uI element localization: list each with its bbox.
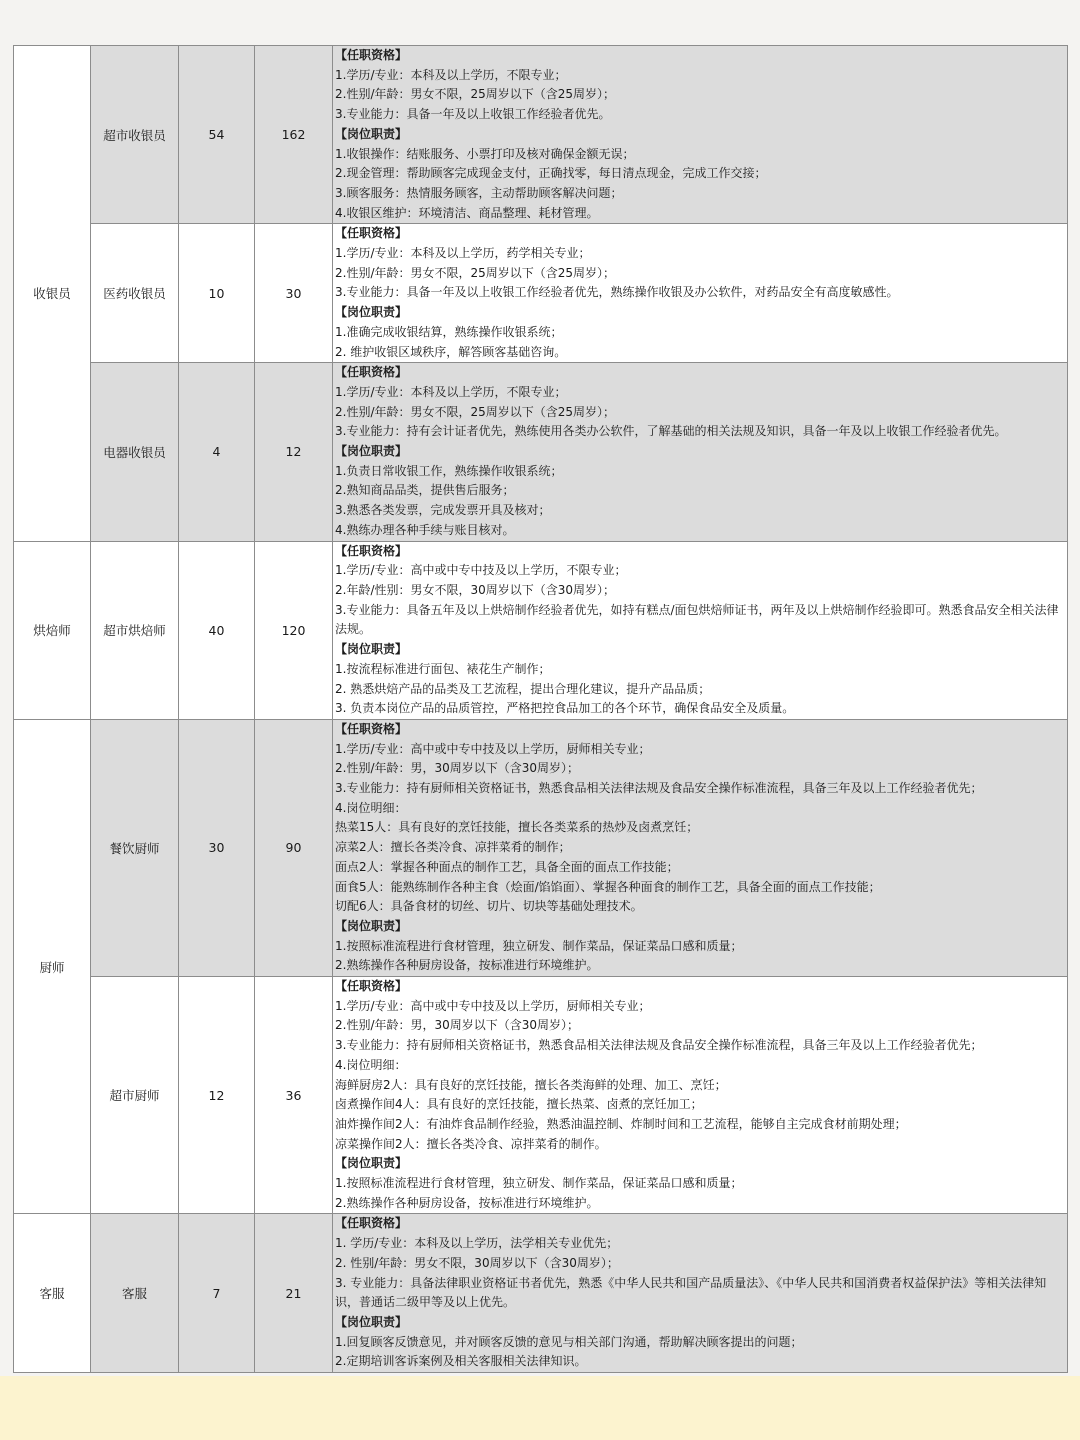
applicants-cell: 36 (255, 977, 333, 1214)
requirements-cell (333, 363, 1068, 541)
requirement-line: 3.专业能力：持有厨师相关资格证书，熟悉食品相关法律法规及食品安全操作标准流程，具备三年及以上工作经验者优先； (335, 1038, 983, 1053)
requirement-line: 2. 性别/年龄：男女不限，30周岁以下（含30周岁）； (335, 1255, 619, 1270)
position-cell: 客服 (91, 1214, 179, 1373)
requirement-line: 3.顾客服务：热情服务顾客，主动帮助顾客解决问题； (335, 185, 623, 200)
requirement-line: 3.专业能力：持有厨师相关资格证书，熟悉食品相关法律法规及食品安全操作标准流程，具备三年及以上工作经验者优先； (335, 781, 983, 796)
section-heading: 【任职资格】 (335, 721, 408, 736)
applicants-cell: 21 (255, 1214, 333, 1373)
requirement-line: 3.专业能力：具备五年及以上烘焙制作经验者优先，如持有糕点/面包烘焙师证书，两年及以上烘焙制作经验即可。熟悉食品安全相关法律法规。 (335, 602, 1059, 637)
count-cell: 10 (179, 224, 255, 363)
position-cell: 超市收银员 (91, 46, 179, 224)
requirement-line: 2.现金管理：帮助顾客完成现金支付，正确找零，每日清点现金，完成工作交接； (335, 166, 767, 181)
section-heading: 【任职资格】 (335, 1216, 408, 1231)
position-cell: 医药收银员 (91, 224, 179, 363)
requirement-line: 1.学历/专业：高中或中专中技及以上学历，厨师相关专业； (335, 741, 651, 756)
requirement-line: 1.准确完成收银结算，熟练操作收银系统； (335, 324, 563, 339)
count-cell: 40 (179, 541, 255, 719)
table-row (14, 1214, 1068, 1373)
requirement-line: 2.熟知商品品类，提供售后服务； (335, 483, 515, 498)
requirement-line: 2. 熟悉烘焙产品的品类及工艺流程，提出合理化建议，提升产品品质； (335, 681, 711, 696)
requirement-line: 4.岗位明细： (335, 1057, 407, 1072)
footer-band (0, 1376, 1080, 1440)
requirement-line: 3. 负责本岗位产品的品质管控，严格把控食品加工的各个环节，确保食品安全及质量。 (335, 701, 795, 716)
requirement-line: 4.收银区维护：环境清洁、商品整理、耗材管理。 (335, 205, 599, 220)
applicants-cell: 162 (255, 46, 333, 224)
requirement-line: 4.熟练办理各种手续与账目核对。 (335, 522, 515, 537)
section-heading: 【岗位职责】 (335, 444, 408, 459)
requirement-line: 1.学历/专业：本科及以上学历，不限专业； (335, 67, 567, 82)
table-row (14, 719, 1068, 976)
applicants-cell: 30 (255, 224, 333, 363)
requirement-line: 面食5人：能熟练制作各种主食（烩面/馅馅面）、掌握各种面食的制作工艺，具备全面的面点工作技能； (335, 879, 881, 894)
requirements-cell (333, 977, 1068, 1214)
table-row (14, 977, 1068, 1214)
count-cell: 4 (179, 363, 255, 541)
recruitment-table (13, 45, 1068, 1373)
requirement-line: 4.岗位明细： (335, 800, 407, 815)
count-cell: 54 (179, 46, 255, 224)
requirement-line: 3.专业能力：持有会计证者优先，熟练使用各类办公软件，了解基础的相关法规及知识，具备一年及以上收银工作经验者优先。 (335, 424, 1007, 439)
section-heading: 【岗位职责】 (335, 918, 408, 933)
table-row (14, 363, 1068, 541)
requirements-cell (333, 541, 1068, 719)
requirement-line: 1.学历/专业：高中或中专中技及以上学历，厨师相关专业； (335, 998, 651, 1013)
recruitment-table-sheet (13, 45, 1067, 1370)
position-cell: 超市烘焙师 (91, 541, 179, 719)
requirement-line: 热菜15人：具有良好的烹饪技能，擅长各类菜系的热炒及卤煮烹饪； (335, 820, 699, 835)
requirement-line: 凉菜操作间2人：擅长各类冷食、凉拌菜肴的制作。 (335, 1136, 607, 1151)
group-cell: 客服 (14, 1214, 91, 1373)
table-row (14, 46, 1068, 224)
requirements-cell (333, 1214, 1068, 1373)
section-heading: 【岗位职责】 (335, 1156, 408, 1171)
requirement-line: 1.学历/专业：本科及以上学历，药学相关专业； (335, 246, 591, 261)
section-heading: 【任职资格】 (335, 543, 408, 558)
requirement-line: 1.学历/专业：高中或中专中技及以上学历，不限专业； (335, 563, 627, 578)
requirement-line: 油炸操作间2人：有油炸食品制作经验，熟悉油温控制、炸制时间和工艺流程，能够自主完成食材前期处理； (335, 1116, 907, 1131)
section-heading: 【任职资格】 (335, 365, 408, 380)
requirement-line: 海鲜厨房2人：具有良好的烹饪技能，擅长各类海鲜的处理、加工、烹饪； (335, 1077, 727, 1092)
group-cell: 厨师 (14, 719, 91, 1214)
requirement-line: 1.负责日常收银工作，熟练操作收银系统； (335, 463, 563, 478)
requirement-line: 2.性别/年龄：男女不限，25周岁以下（含25周岁）； (335, 404, 616, 419)
table-row (14, 541, 1068, 719)
count-cell: 7 (179, 1214, 255, 1373)
applicants-cell: 90 (255, 719, 333, 976)
count-cell: 30 (179, 719, 255, 976)
requirement-line: 2.年龄/性别：男女不限，30周岁以下（含30周岁）； (335, 582, 616, 597)
requirement-line: 卤煮操作间4人：具有良好的烹饪技能，擅长热菜、卤煮的烹饪加工； (335, 1097, 703, 1112)
requirement-line: 1.按流程标准进行面包、裱花生产制作； (335, 661, 551, 676)
applicants-cell: 12 (255, 363, 333, 541)
applicants-cell: 120 (255, 541, 333, 719)
position-cell: 电器收银员 (91, 363, 179, 541)
requirements-cell (333, 224, 1068, 363)
requirements-cell (333, 719, 1068, 976)
section-heading: 【任职资格】 (335, 226, 408, 241)
section-heading: 【岗位职责】 (335, 305, 408, 320)
requirements-cell (333, 46, 1068, 224)
requirement-line: 凉菜2人：擅长各类冷食、凉拌菜肴的制作； (335, 840, 571, 855)
section-heading: 【岗位职责】 (335, 642, 408, 657)
requirement-line: 1.学历/专业：本科及以上学历，不限专业； (335, 384, 567, 399)
requirement-line: 1. 学历/专业：本科及以上学历，法学相关专业优先； (335, 1236, 619, 1251)
requirement-line: 2.性别/年龄：男，30周岁以下（含30周岁）； (335, 1018, 580, 1033)
group-cell: 烘焙师 (14, 541, 91, 719)
table-row (14, 224, 1068, 363)
section-heading: 【任职资格】 (335, 48, 408, 62)
group-cell: 收银员 (14, 46, 91, 542)
requirement-line: 3.专业能力：具备一年及以上收银工作经验者优先。 (335, 107, 611, 122)
requirement-line: 3.熟悉各类发票，完成发票开具及核对； (335, 503, 551, 518)
requirement-line: 1.按照标准流程进行食材管理，独立研发、制作菜品，保证菜品口感和质量； (335, 1176, 743, 1191)
requirement-line: 1.按照标准流程进行食材管理，独立研发、制作菜品，保证菜品口感和质量； (335, 938, 743, 953)
requirement-line: 2.性别/年龄：男女不限，25周岁以下（含25周岁）； (335, 87, 616, 102)
position-cell: 餐饮厨师 (91, 719, 179, 976)
requirement-line: 面点2人：掌握各种面点的制作工艺，具备全面的面点工作技能； (335, 859, 679, 874)
requirement-line: 1.回复顾客反馈意见，并对顾客反馈的意见与相关部门沟通，帮助解决顾客提出的问题； (335, 1334, 803, 1349)
requirement-line: 3. 专业能力：具备法律职业资格证书者优先，熟悉《中华人民共和国产品质量法》、《中华人民共和国消费者权益保护法》等相关法律知识，普通话二级甲等及以上优先。 (335, 1275, 1047, 1310)
requirement-line: 2. 维护收银区域秩序，解答顾客基础咨询。 (335, 344, 567, 359)
requirement-line: 2.熟练操作各种厨房设备，按标准进行环境维护。 (335, 958, 599, 973)
section-heading: 【任职资格】 (335, 979, 408, 994)
requirement-line: 1.收银操作：结账服务、小票打印及核对确保金额无误； (335, 146, 635, 161)
count-cell: 12 (179, 977, 255, 1214)
section-heading: 【岗位职责】 (335, 126, 408, 141)
position-cell: 超市厨师 (91, 977, 179, 1214)
requirement-line: 切配6人：具备食材的切丝、切片、切块等基础处理技术。 (335, 899, 643, 914)
requirement-line: 2.熟练操作各种厨房设备，按标准进行环境维护。 (335, 1195, 599, 1210)
requirement-line: 2.性别/年龄：男女不限，25周岁以下（含25周岁）； (335, 265, 616, 280)
requirement-line: 2.定期培训客诉案例及相关客服相关法律知识。 (335, 1354, 587, 1369)
requirement-line: 3.专业能力：具备一年及以上收银工作经验者优先，熟练操作收银及办公软件，对药品安全有高度敏感性。 (335, 285, 899, 300)
requirement-line: 2.性别/年龄：男，30周岁以下（含30周岁）； (335, 761, 580, 776)
section-heading: 【岗位职责】 (335, 1315, 408, 1329)
